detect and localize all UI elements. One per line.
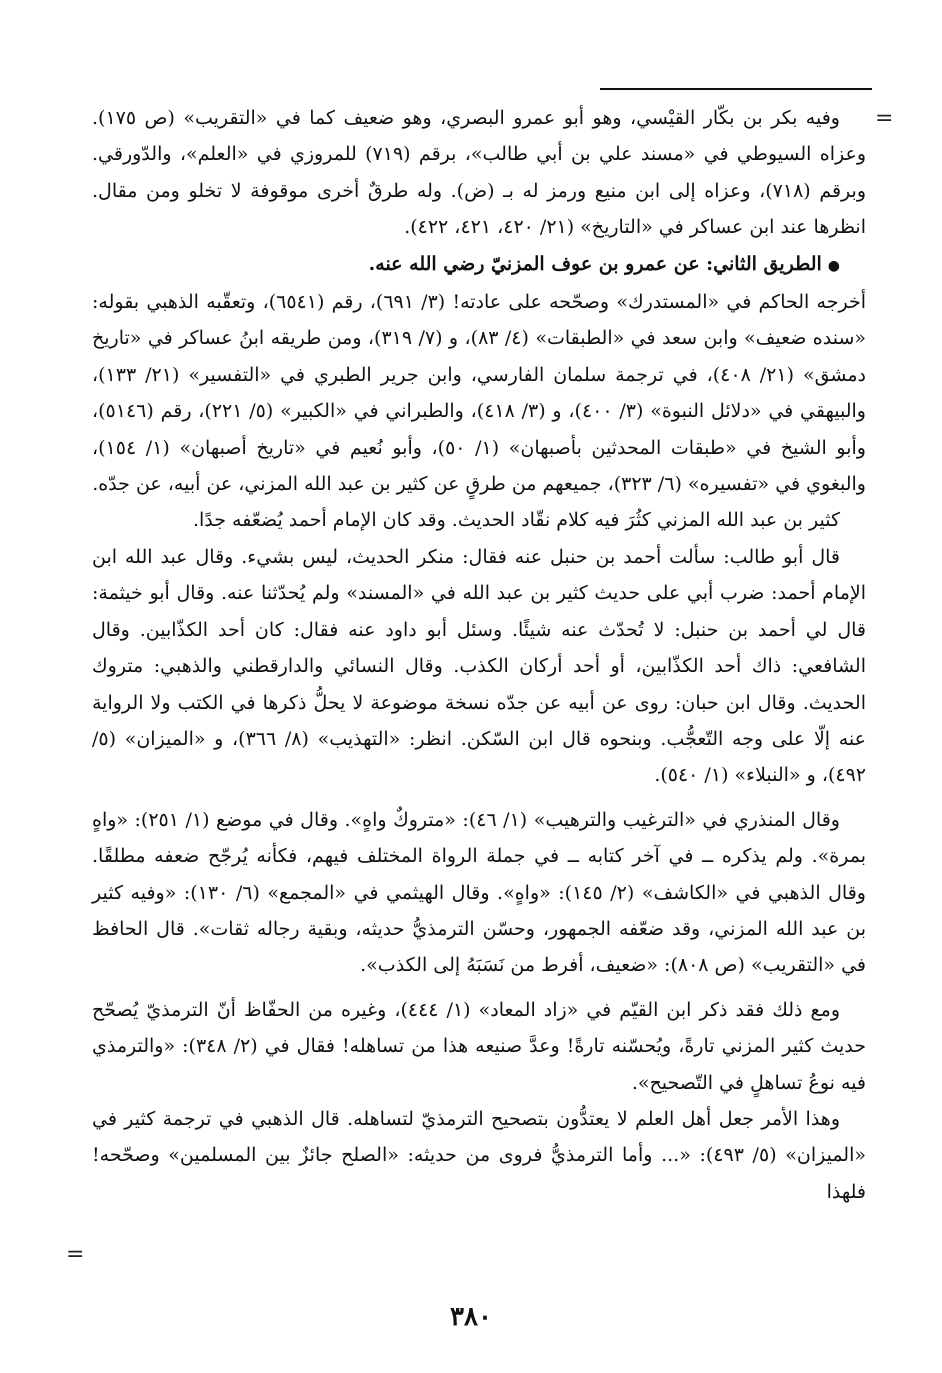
paragraph-5: قال أبو طالب: سألت أحمد بن حنبل عنه فقال: منكر الحديث، ليس بشيء. وقال عبد الله ابن الإمام أحمد: ضرب أبي على حديث كثير بن عبد الله في «المسند» ولم يُحدّثنا عنه. وقال أبو خيثمة: قال لي أحمد بن حنبل: لا تُحدّث عنه شيئًا. وسئل أبو داود عنه فقال: كان أحد الكذّابين. وقال الشافعي: ذاك أحد الكذّابين، أو أحد أركان الكذب. وقال النسائي والدارقطني والذهبي: متروك الحديث. وقال ابن حبان: روى عن أبيه عن جدّه نسخة موضوعة لا يحلُّ ذكرها في الكتب ولا الرواية عنه إلّا على وجه التّعجُّب. وبنحوه قال ابن السّكن. انظر: «التهذيب» (٨/ ٣٦٦)، و «الميزان» (٥/ ٤٩٢)، و «النبلاء» (١/ ٥٤٠).	[92, 545, 866, 787]
continuation-marker-top: =	[875, 106, 894, 131]
paragraph-4: كثير بن عبد الله المزني كثُرَ فيه كلام نقّاد الحديث. وقد كان الإمام أحمد يُضعّفه جدًا.	[192, 509, 840, 532]
paragraph-8: وهذا الأمر جعل أهل العلم لا يعتدُّون بتصحيح الترمذيّ لتساهله. قال الذهبي في ترجمة كثير في «الميزان» (٥/ ٤٩٣): «... وأما الترمذيُّ فروى من حديثه: «الصلح جائزٌ بين المسلمين» وصحّحه! فلهذا	[92, 1107, 866, 1203]
footnote-separator-rule	[600, 88, 872, 90]
continuation-marker-bottom: =	[66, 1242, 85, 1267]
footnote-body	[92, 100, 866, 1210]
paragraph-3: أخرجه الحاكم في «المستدرك» وصحّحه على عادته! (٣/ ٦٩١)، رقم (٦٥٤١)، وتعقّبه الذهبي بقوله: «سنده ضعيف» وابن سعد في «الطبقات» (٤/ ٨٣)، و (٧/ ٣١٩)، ومن طريقه ابنُ عساكر في «تاريخ دمشق» (٢١/ ٤٠٨)، في ترجمة سلمان الفارسي، وابن جرير الطبري في «التفسير» (٢١/ ١٣٣)، والبيهقي في «دلائل النبوة» (٣/ ٤٠٠)، و (٣/ ٤١٨)، والطبراني في «الكبير» (٥/ ٢٢١)، رقم (٥١٤٦)، وأبو الشيخ في «طبقات المحدثين بأصبهان» (١/ ٥٠)، وأبو نُعيم في «تاريخ أصبهان» (١/ ١٥٤)، والبغوي في «تفسيره» (٦/ ٣٢٣)، جميعهم من طرقٍ عن كثير بن عبد الله المزني، عن أبيه، عن جدّه.	[92, 291, 866, 496]
paragraph-7: ومع ذلك فقد ذكر ابن القيّم في «زاد المعاد» (١/ ٤٤٤)، وغيره من الحفّاظ أنّ الترمذيّ يُصحّح حديث كثير المزني تارةً، ويُحسّنه تارةً! وعدَّ صنيعه هذا من تساهله! فقال في (٢/ ٣٤٨): «والترمذي فيه نوعُ تساهلٍ في التّصحيح».	[92, 998, 866, 1094]
bullet-icon: ●	[827, 257, 840, 274]
section-heading-text: الطريق الثاني: عن عمرو بن عوف المزنيّ رضي الله عنه.	[368, 252, 822, 275]
paragraph-6: وقال المنذري في «الترغيب والترهيب» (١/ ٤٦): «متروكٌ واهٍ». وقال في موضع (١/ ٢٥١): «واهٍ بمرة». ولم يذكره ــ في آخر كتابه ــ في جملة الرواة المختلف فيهم، فكأنه يُرجّح ضعفه مطلقًا. وقال الذهبي في «الكاشف» (٢/ ١٤٥): «واهٍ». وقال الهيثمي في «المجمع» (٦/ ١٣٠): «وفيه كثير بن عبد الله المزني، وقد ضعّفه الجمهور، وحسّن الترمذيُّ حديثه، وبقية رجاله ثقات». قال الحافظ في «التقريب» (ص ٨٠٨): «ضعيف، أفرط من نَسَبَهُ إلى الكذب».	[92, 808, 866, 977]
section-heading	[92, 246, 866, 284]
paragraph-1: وفيه بكر بن بكّار القيْسي، وهو أبو عمرو البصري، وهو ضعيف كما في «التقريب» (ص ١٧٥). وعزاه السيوطي في «مسند علي بن أبي طالب»، برقم (٧١٩) للمروزي في «العلم»، والدّورقي. وبرقم (٧١٨)، وعزاه إلى ابن منيع ورمز له بـ (ض). وله طرقٌ أخرى موقوفة لا تخلو ومن مقال. انظرها عند ابن عساكر في «التاريخ» (٢١/ ٤٢٠، ٤٢١، ٤٢٢).	[92, 107, 866, 239]
page-number: ٣٨٠	[450, 1302, 492, 1332]
